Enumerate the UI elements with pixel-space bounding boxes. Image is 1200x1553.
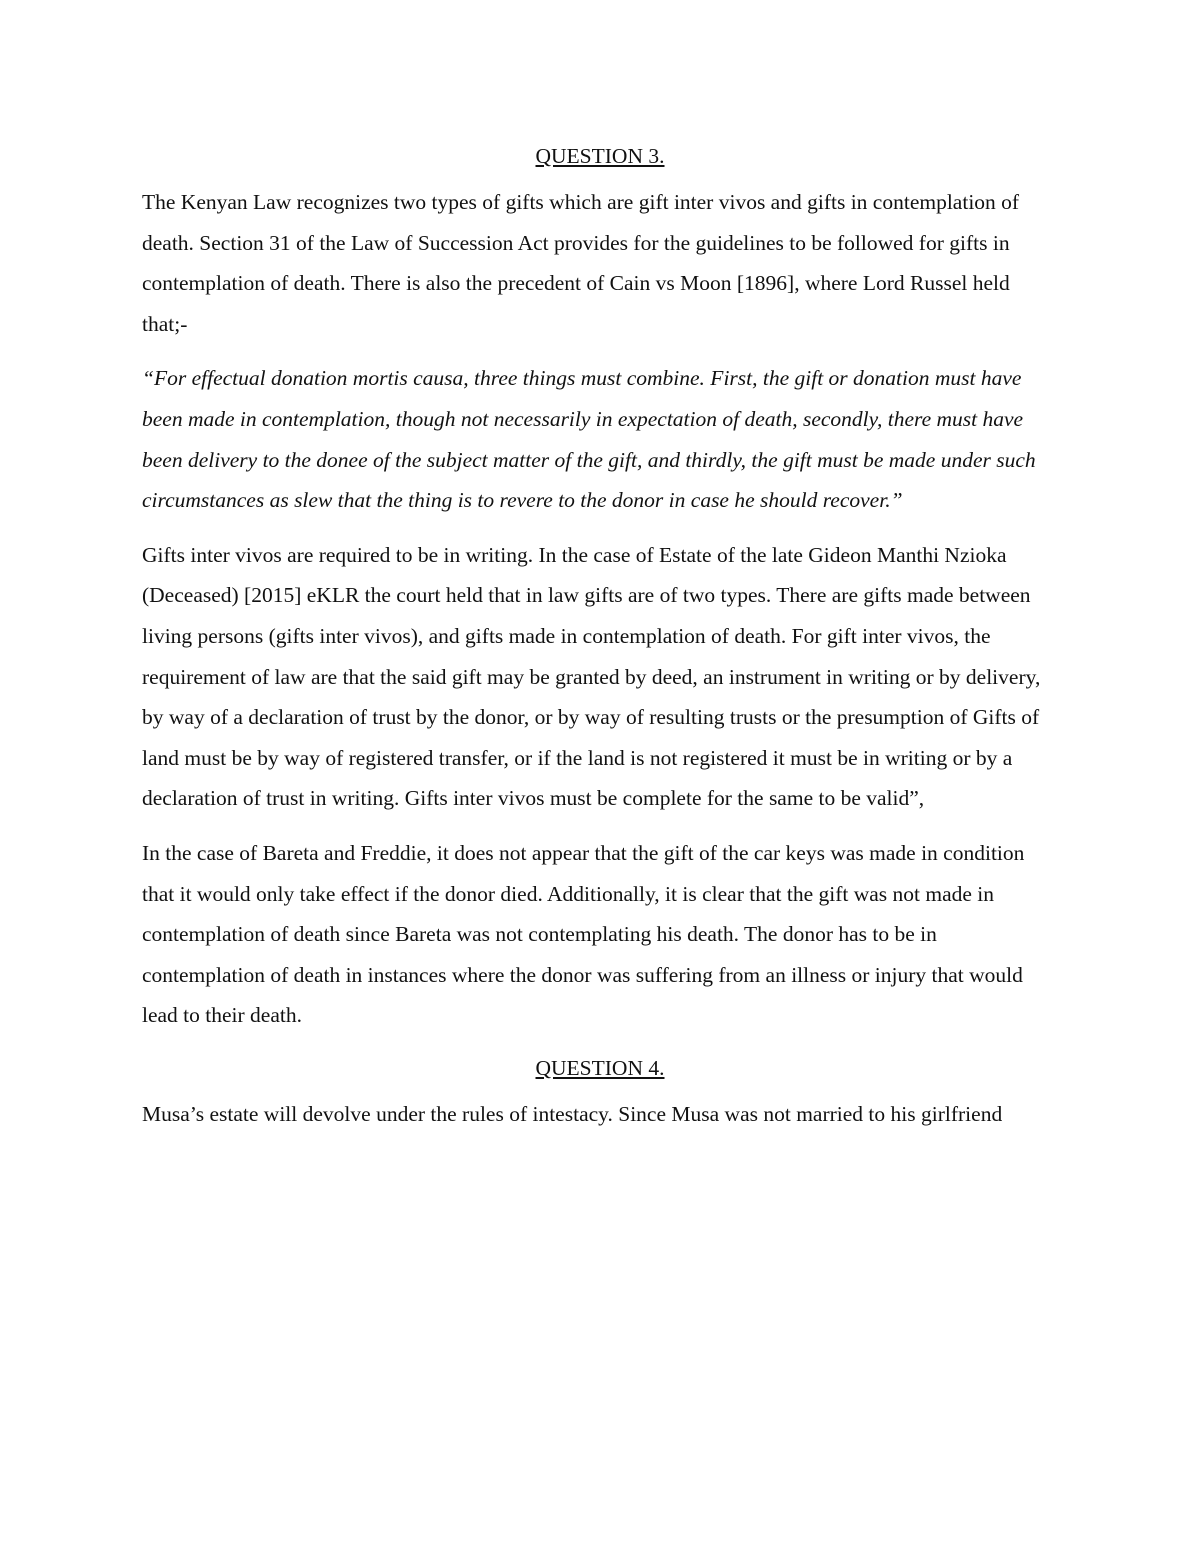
document-body [142,140,1058,1148]
question-3-quotation: “For effectual donation mortis causa, three things must combine. First, the gift or donation must have been made in contemplation, though not necessarily in expectation of death, secondly, there must have been delivery to the donee of the subject matter of the gift, and thirdly, the gift must be made under such circumstances as slew that the thing is to revere to the donor in case he should recover.” [142,366,1036,513]
question-4-heading: QUESTION 4. [535,1055,665,1080]
question-3-paragraph-inter-vivos: Gifts inter vivos are required to be in writing. In the case of Estate of the late Gideon Manthi Nzioka (Deceased) [2015] eKLR the court held that in law gifts are of two types. There are gifts made between living persons (gifts inter vivos), and gifts made in contemplation of death. For gift inter vivos, the requirement of law are that the said gift may be granted by deed, an instrument in writing or by delivery, by way of a declaration of trust by the donor, or by way of resulting trusts or the presumption of Gifts of land must be by way of registered transfer, or if the land is not registered it must be in writing or by a declaration of trust in writing. Gifts inter vivos must be complete for the same to be valid”, [142,542,1041,811]
question-3-paragraph-intro: The Kenyan Law recognizes two types of gifts which are gift inter vivos and gifts in contemplation of death. Section 31 of the Law of Succession Act provides for the guidelines to be followed for gifts in contemplation of death. There is also the precedent of Cain vs Moon [1896], where Lord Russel held that;- [142,190,1020,336]
question-4-paragraph-intro: Musa’s estate will devolve under the rules of intestacy. Since Musa was not married to his girlfriend [142,1101,1003,1126]
question-3-paragraph-analysis: In the case of Bareta and Freddie, it does not appear that the gift of the car keys was made in condition that it would only take effect if the donor died. Additionally, it is clear that the gift was not made in contemplation of death since Bareta was not contemplating his death. The donor has to be in contemplation of death in instances where the donor was suffering from an illness or injury that would lead to their death. [142,840,1025,1028]
question-3-heading: QUESTION 3. [535,144,665,168]
